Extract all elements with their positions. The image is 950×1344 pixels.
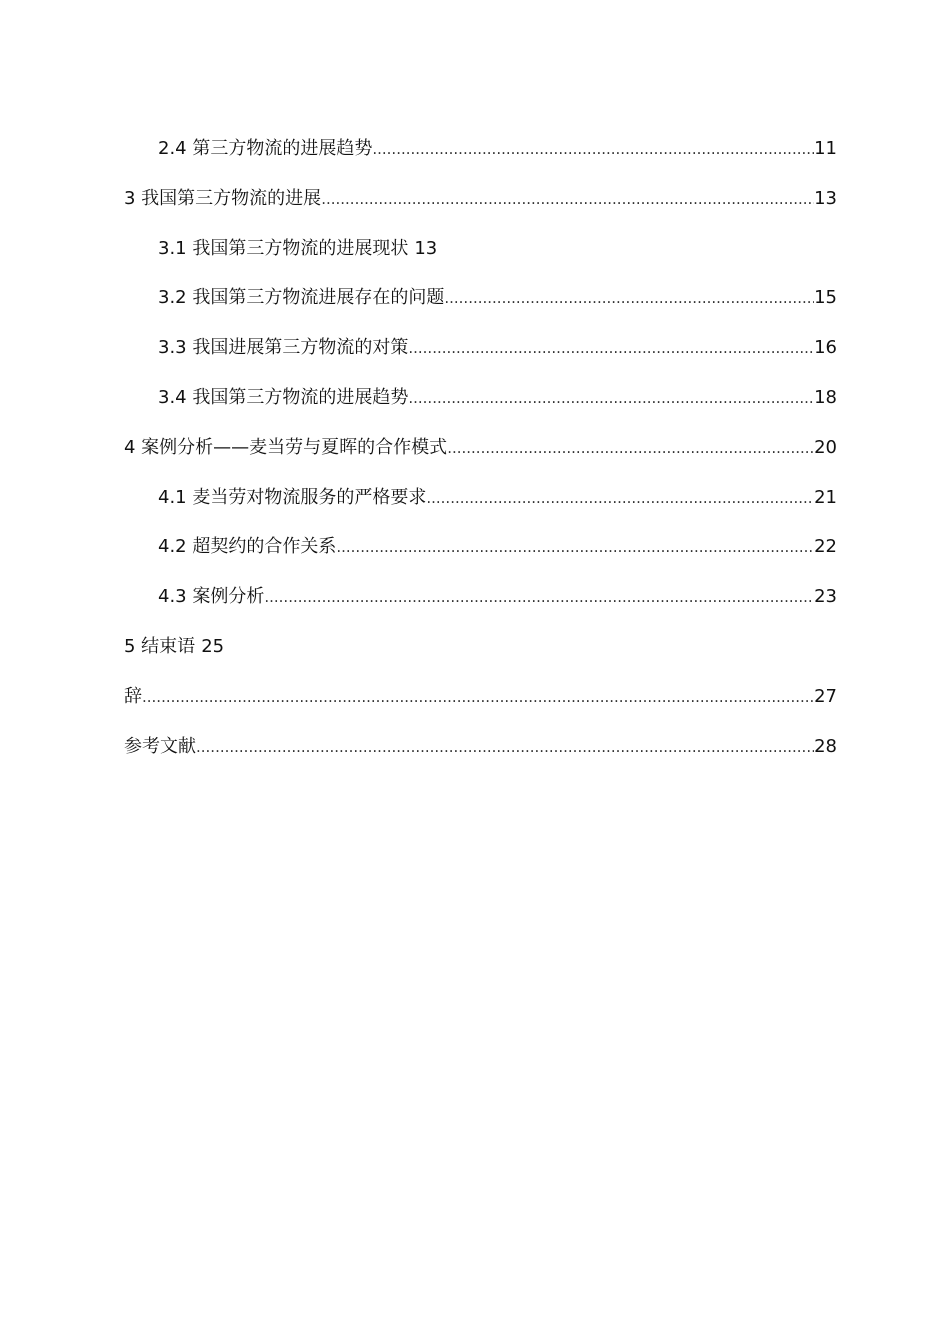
toc-entry-page: 23 (814, 586, 837, 608)
toc-entry-page: 28 (814, 735, 837, 757)
toc-entry-5[interactable] (124, 622, 837, 672)
toc-entry-title: 3 我国第三方物流的进展 (124, 187, 322, 209)
toc-entry-title: 3.3 我国进展第三方物流的对策 (158, 337, 409, 359)
toc-entry-3-2[interactable] (124, 273, 837, 323)
toc-entry-2-4[interactable] (124, 124, 837, 174)
toc-entry-title: 参考文献 (124, 735, 196, 757)
toc-entry-title: 4.1 麦当劳对物流服务的严格要求 (158, 486, 427, 508)
toc-entry-4-2[interactable] (124, 522, 837, 572)
toc-entry-title: 4.3 案例分析 (158, 586, 265, 608)
toc-entry-title: 4 案例分析——麦当劳与夏晖的合作模式 (124, 436, 448, 458)
toc-entry-3-4[interactable] (124, 373, 837, 423)
toc-dot-leader (408, 324, 814, 374)
toc-dot-leader (444, 274, 814, 324)
toc-dot-leader (142, 673, 814, 723)
toc-entry-title: 2.4 第三方物流的进展趋势 (158, 138, 373, 159)
toc-entry-page: 20 (814, 436, 837, 458)
toc-entry-page: 21 (814, 486, 837, 508)
toc-entry-references[interactable] (124, 722, 837, 772)
toc-entry-title: 3.4 我国第三方物流的进展趋势 (158, 386, 409, 408)
toc-entry-page: 22 (814, 536, 837, 558)
toc-entry-acknowledgements[interactable] (124, 672, 837, 722)
toc-entry-3-1[interactable] (124, 224, 837, 274)
toc-dot-leader (264, 573, 814, 623)
toc-dot-leader (447, 424, 814, 474)
toc-entry-3-3[interactable] (124, 323, 837, 373)
toc-entry-page: 13 (414, 237, 438, 259)
toc-entry-page: 15 (814, 287, 837, 309)
toc-dot-leader (196, 723, 814, 773)
toc-dot-leader (372, 125, 814, 175)
table-of-contents (124, 124, 837, 771)
toc-entry-4-3[interactable] (124, 572, 837, 622)
toc-entry-title: 3.1 我国第三方物流的进展现状 (158, 237, 409, 259)
toc-entry-4-1[interactable] (124, 473, 837, 523)
toc-entry-page: 18 (814, 386, 837, 408)
toc-dot-leader (408, 374, 814, 424)
toc-entry-page: 27 (814, 685, 837, 707)
toc-entry-page: 13 (814, 187, 837, 209)
toc-entry-title: 辞 (124, 685, 142, 707)
toc-entry-title: 5 结束语 (124, 635, 196, 657)
toc-dot-leader (426, 474, 814, 524)
toc-dot-leader (321, 175, 814, 225)
toc-entry-page: 16 (814, 337, 837, 359)
toc-entry-title: 4.2 超契约的合作关系 (158, 536, 337, 558)
toc-entry-page: 25 (201, 635, 225, 657)
toc-entry-page: 11 (814, 138, 837, 159)
toc-entry-title: 3.2 我国第三方物流进展存在的问题 (158, 287, 445, 309)
toc-entry-4[interactable] (124, 423, 837, 473)
toc-entry-3[interactable] (124, 174, 837, 224)
toc-dot-leader (336, 523, 814, 573)
